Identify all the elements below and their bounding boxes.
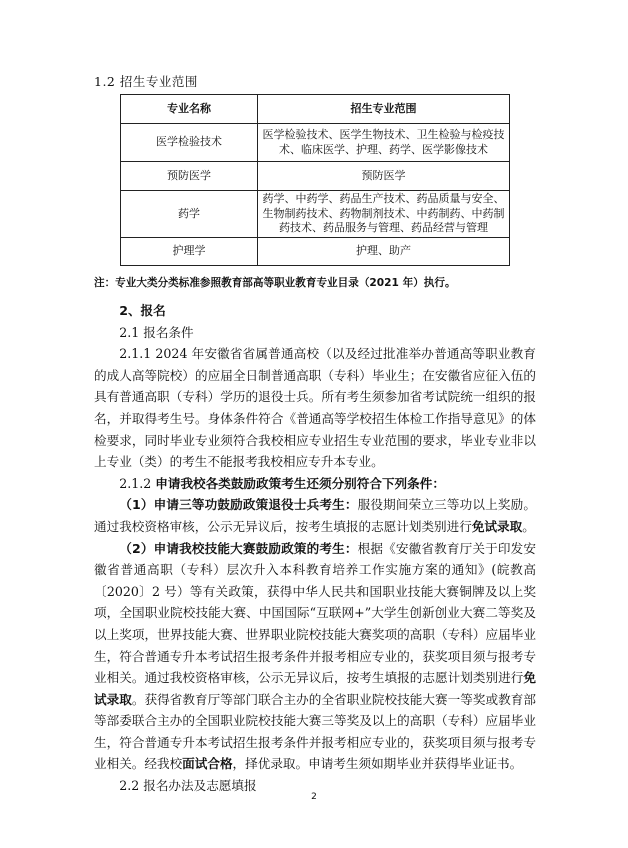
paragraph-text: 。 (522, 518, 535, 534)
paragraph-bold-text: 面试合格 (182, 756, 233, 772)
table-header-major: 专业名称 (121, 95, 258, 124)
table-cell-major: 预防医学 (121, 162, 258, 191)
paragraph-text: 服役期间荣立三等功以上奖励。通过我校资格审核，公示无异议后，按考生填报的志愿计划类别进行 (94, 497, 537, 534)
table-cell-major: 医学检验技术 (121, 124, 258, 162)
paragraph-bold-text: 免试录取 (94, 670, 536, 707)
paragraph-bold-text: 申请我校各类鼓励政策考生还须分别符合下列条件： (155, 475, 445, 491)
paragraph-text: ，择优录取。申请考生须如期毕业并获得毕业证书。 (232, 756, 523, 772)
paragraph-skills-policy (94, 538, 536, 776)
table-row (121, 162, 510, 191)
paragraph-text: 根据《安徽省教育厅关于印发安徽省普通高职（专科）层次升入本科教育培养工作实施方案的通知》(皖教高〔2020〕2 号）等有关政策，获得中华人民共和国职业技能大赛铜牌及以上奖项，全国职业院校技能大赛、中国国际“互联网+”大学生创新创业大赛二等奖及以上奖项，世界技能大赛、世界职业院校技能大赛奖项的高职（专科）应届毕业生，符合普通专升本考试招生报考条件并报考相应专业的，获奖项目须与报考专业相关。通过我校资格审核，公示无异议后，按考生填报的志愿计划类别进行 (94, 540, 537, 686)
table-cell-scope: 护理、助产 (258, 238, 510, 266)
table-note: 注：专业大类分类标准参照教育部高等职业教育专业目录（2021 年）执行。 (94, 277, 456, 289)
table-cell-major: 药学 (121, 191, 258, 238)
table-cell-scope: 医学检验技术、医学生物技术、卫生检验与检疫技术、临床医学、护理、药学、医学影像技术 (258, 124, 510, 162)
section-heading-2-2: 2.2 报名办法及志愿填报 (119, 778, 257, 794)
section-heading-2-1: 2.1 报名条件 (119, 324, 194, 340)
table-cell-scope: 药学、中药学、药品生产技术、药品质量与安全、生物制药技术、药物制剂技术、中药制药、中药制药技术、药品服务与管理、药品经营与管理 (258, 191, 510, 238)
paragraph-2-1-2 (94, 473, 536, 495)
page-number: 2 (311, 792, 317, 802)
section-heading-1-2: 1.2 招生专业范围 (94, 74, 198, 89)
paragraph-bold-text: 免试录取 (471, 518, 523, 534)
table-header-row (121, 95, 510, 124)
body-text (94, 300, 536, 797)
table-row (121, 238, 510, 266)
table-cell-major: 护理学 (121, 238, 258, 266)
paragraph-veteran-policy (94, 494, 536, 537)
major-scope-table (120, 94, 510, 266)
table-cell-scope: 预防医学 (258, 162, 510, 191)
paragraph-text: 。获得省教育厅等部门联合主办的全省职业院校技能大赛一等奖或教育部等部委联合主办的全国职业院校技能大赛三等奖及以上的高职（专科）应届毕业生，符合普通专升本考试招生报考条件并报考相应专业的，获奖项目须与报考专业相关。经我校 (94, 691, 537, 772)
table-header-scope: 招生专业范围 (258, 95, 510, 124)
paragraph-prefix: 2.1.2 (119, 475, 156, 491)
paragraph-bold-lead: （1）申请三等功鼓励政策退役士兵考生： (119, 497, 358, 513)
section-heading-2: 2、报名 (119, 303, 166, 318)
table-row (121, 124, 510, 162)
paragraph-2-1-1: 2.1.1 2024 年安徽省省属普通高校（以及经过批准举办普通高等职业教育的成人高等院校）的应届全日制普通高职（专科）毕业生；在安徽省应征入伍的具有普通高职（专科）学历的退役士兵。所有考生须参加省考试院统一组织的报名，并取得考生号。身体条件符合《普通高等学校招生体检工作指导意见》的体检要求，同时毕业专业须符合我校相应专业招生专业范围的要求，毕业专业非以上专业（类）的考生不能报考我校相应专升本专业。 (94, 346, 536, 470)
paragraph-bold-lead: （2）申请我校技能大赛鼓励政策的考生： (119, 540, 358, 556)
table-row (121, 191, 510, 238)
